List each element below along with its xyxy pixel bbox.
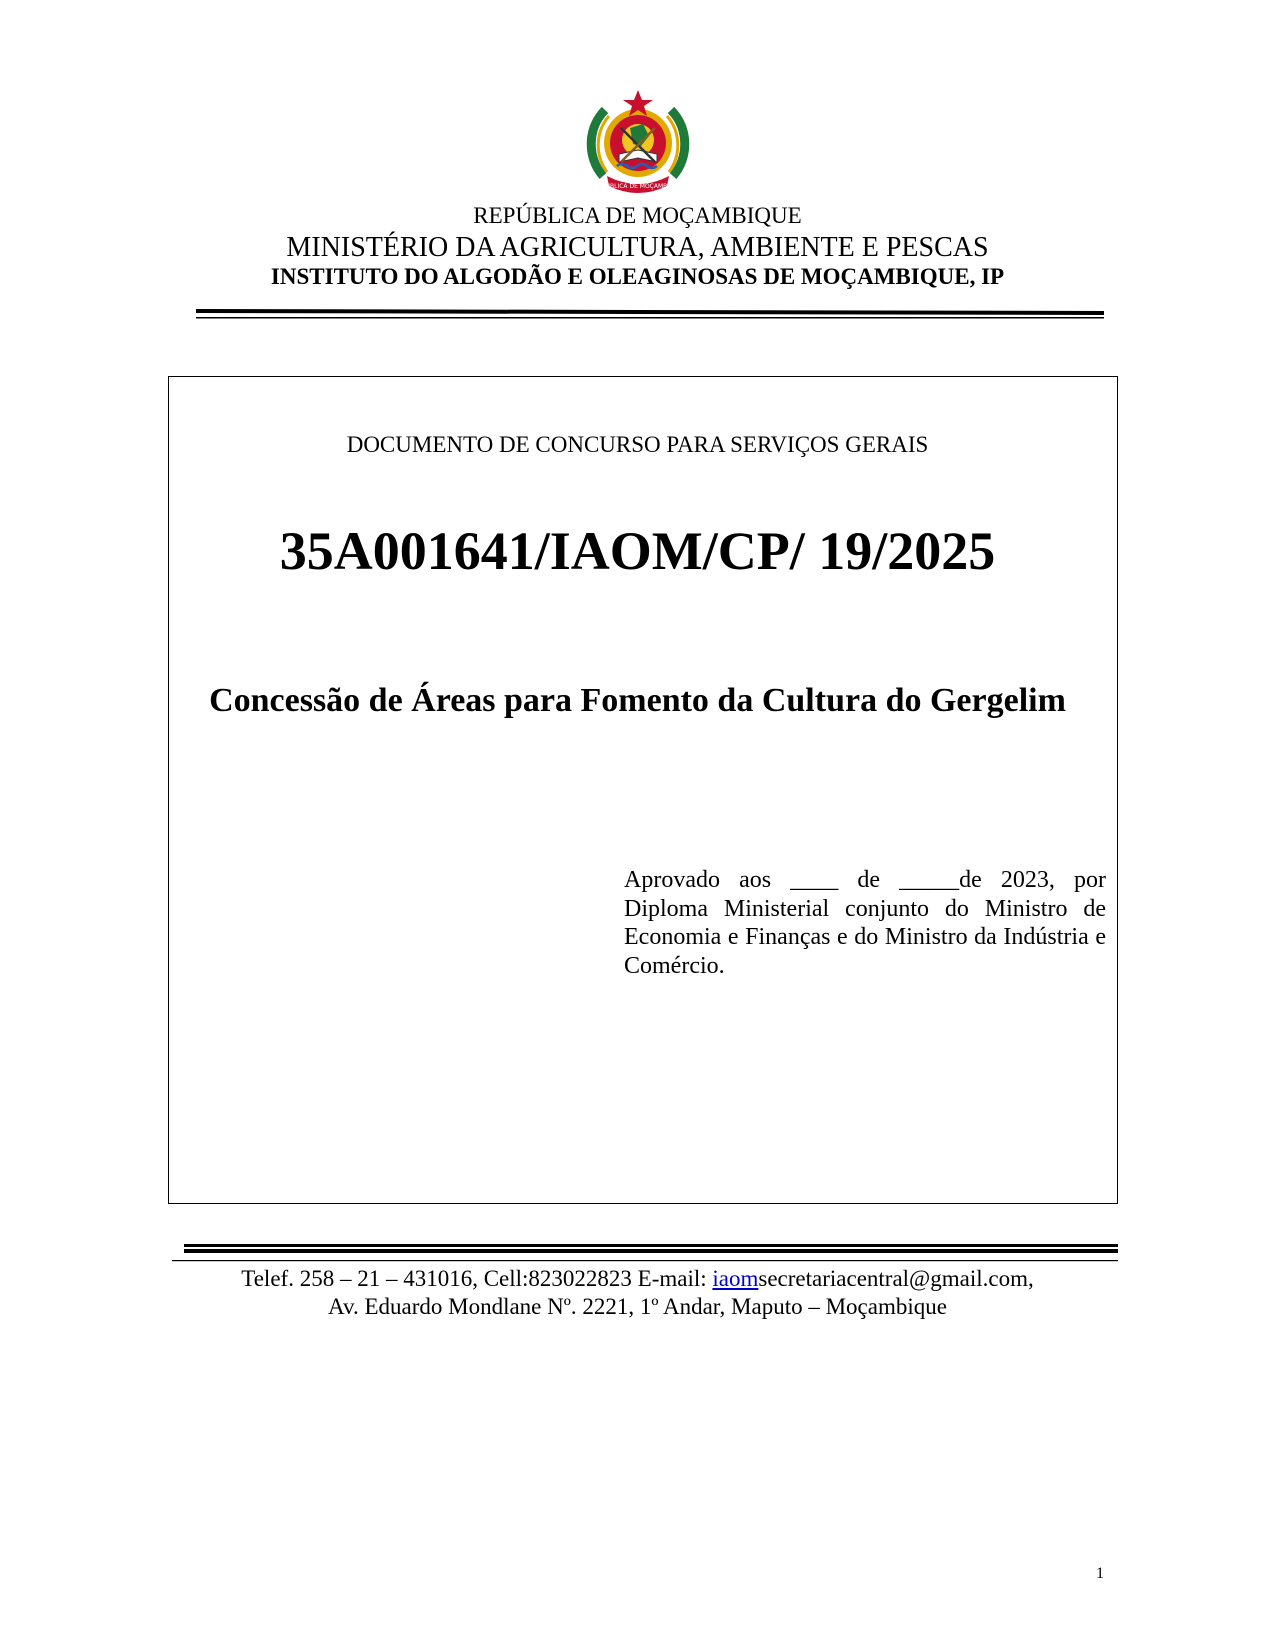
footer-contact — [0, 1266, 1275, 1292]
tender-subject: Concessão de Áreas para Fomento da Cultura do Gergelim — [209, 682, 1066, 719]
emblem-banner-text: REPÚBLICA DE MOÇAMBIQUE — [594, 183, 682, 190]
footer-address: Av. Eduardo Mondlane Nº. 2221, 1º Andar, Maputo – Moçambique — [328, 1294, 947, 1319]
mozambique-coat-of-arms-icon — [591, 90, 685, 177]
ministry-heading: MINISTÉRIO DA AGRICULTURA, AMBIENTE E PESCAS — [286, 232, 989, 263]
tender-number: 35A001641/IAOM/CP/ 19/2025 — [279, 521, 996, 581]
document-type: DOCUMENTO DE CONCURSO PARA SERVIÇOS GERAIS — [346, 432, 929, 457]
coat-of-arms-emblem — [583, 88, 693, 198]
approval-note: Aprovado aos ____ de _____de 2023, por Diploma Ministerial conjunto do Ministro de Economia e Finanças e do Ministro da Indústria e Comércio. — [624, 867, 1106, 979]
cover-box — [168, 376, 1118, 1204]
email-link[interactable]: iaom — [712, 1266, 759, 1291]
page-number: 1 — [1096, 1565, 1104, 1582]
footer-divider — [172, 1244, 1118, 1264]
header-divider — [196, 307, 1104, 320]
contact-text: Telef. 258 – 21 – 431016, Cell:823022823 E-mail: — [241, 1266, 713, 1291]
country-heading: REPÚBLICA DE MOÇAMBIQUE — [473, 203, 802, 228]
email-rest: secretariacentral@gmail.com, — [758, 1266, 1034, 1291]
institute-heading: INSTITUTO DO ALGODÃO E OLEAGINOSAS DE MOÇAMBIQUE, IP — [270, 264, 1005, 289]
